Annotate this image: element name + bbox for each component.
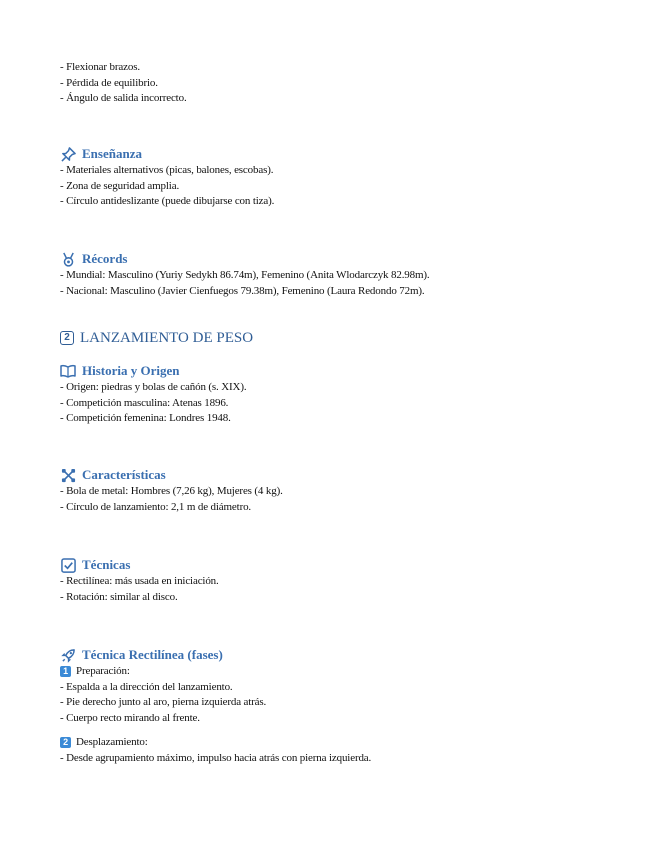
- list-item: - Mundial: Masculino (Yuriy Sedykh 86.74m), Femenino (Anita Wlodarczyk 82.98m).: [60, 269, 430, 281]
- caracteristicas-section: [60, 466, 283, 515]
- caracteristicas-heading: Características: [60, 466, 283, 484]
- open-book-icon: [60, 363, 76, 379]
- list-item: - Cuerpo recto mirando al frente.: [60, 711, 200, 724]
- list-item: - Rotación: similar al disco.: [60, 590, 178, 603]
- section-heading: [60, 328, 253, 348]
- tecnicas-section: [60, 556, 219, 605]
- list-item: - Pie derecho junto al aro, pierna izquierda atrás.: [60, 696, 267, 708]
- rectilinea-heading: Técnica Rectilínea (fases): [60, 646, 371, 664]
- checkbox-check-icon: [60, 557, 76, 573]
- pushpin-icon: [60, 146, 76, 162]
- step-1: 1 Preparación:: [60, 664, 371, 680]
- medal-icon: [60, 251, 76, 267]
- ensenanza-heading: Enseñanza: [60, 145, 274, 163]
- list-item: - Círculo antideslizante (puede dibujarse con tiza).: [60, 195, 275, 207]
- list-item: - Círculo de lanzamiento: 2,1 m de diámetro.: [60, 500, 252, 513]
- records-section: [60, 250, 430, 299]
- section-title: LANZAMIENTO DE PESO: [80, 330, 254, 346]
- list-item: - Desde agrupamiento máximo, impulso hacia atrás con pierna izquierda.: [60, 751, 372, 764]
- historia-heading: Historia y Origen: [60, 362, 246, 380]
- dumbbell-icon: [60, 467, 76, 483]
- historia-section: [60, 362, 246, 427]
- list-item: - Competición femenina: Londres 1948.: [60, 412, 231, 424]
- number-2-badge: 2: [60, 737, 71, 748]
- list-item: - Pérdida de equilibrio.: [60, 76, 158, 89]
- list-item: - Rectilínea: más usada en iniciación.: [60, 575, 219, 587]
- rocket-icon: [60, 647, 76, 663]
- step-2: 2 Desplazamiento:: [60, 735, 371, 751]
- list-item: - Materiales alternativos (picas, balones, escobas).: [60, 164, 274, 176]
- number-2-icon: 2: [60, 331, 74, 345]
- records-heading: Récords: [60, 250, 430, 268]
- rectilinea-section: [60, 646, 371, 766]
- list-item: - Zona de seguridad amplia.: [60, 179, 180, 192]
- list-item: - Flexionar brazos.: [60, 61, 140, 73]
- list-item: - Origen: piedras y bolas de cañón (s. XIX).: [60, 381, 247, 393]
- tecnicas-heading: Técnicas: [60, 556, 219, 574]
- number-1-badge: 1: [60, 666, 71, 677]
- list-item: - Nacional: Masculino (Javier Cienfuegos 79.38m), Femenino (Laura Redondo 72m).: [60, 284, 425, 297]
- list-item: - Ángulo de salida incorrecto.: [60, 92, 187, 104]
- ensenanza-section: [60, 145, 274, 210]
- list-item: - Competición masculina: Atenas 1896.: [60, 396, 229, 409]
- list-item: - Bola de metal: Hombres (7,26 kg), Mujeres (4 kg).: [60, 485, 283, 497]
- list-item: - Espalda a la dirección del lanzamiento.: [60, 680, 233, 693]
- intro-list: [60, 60, 187, 107]
